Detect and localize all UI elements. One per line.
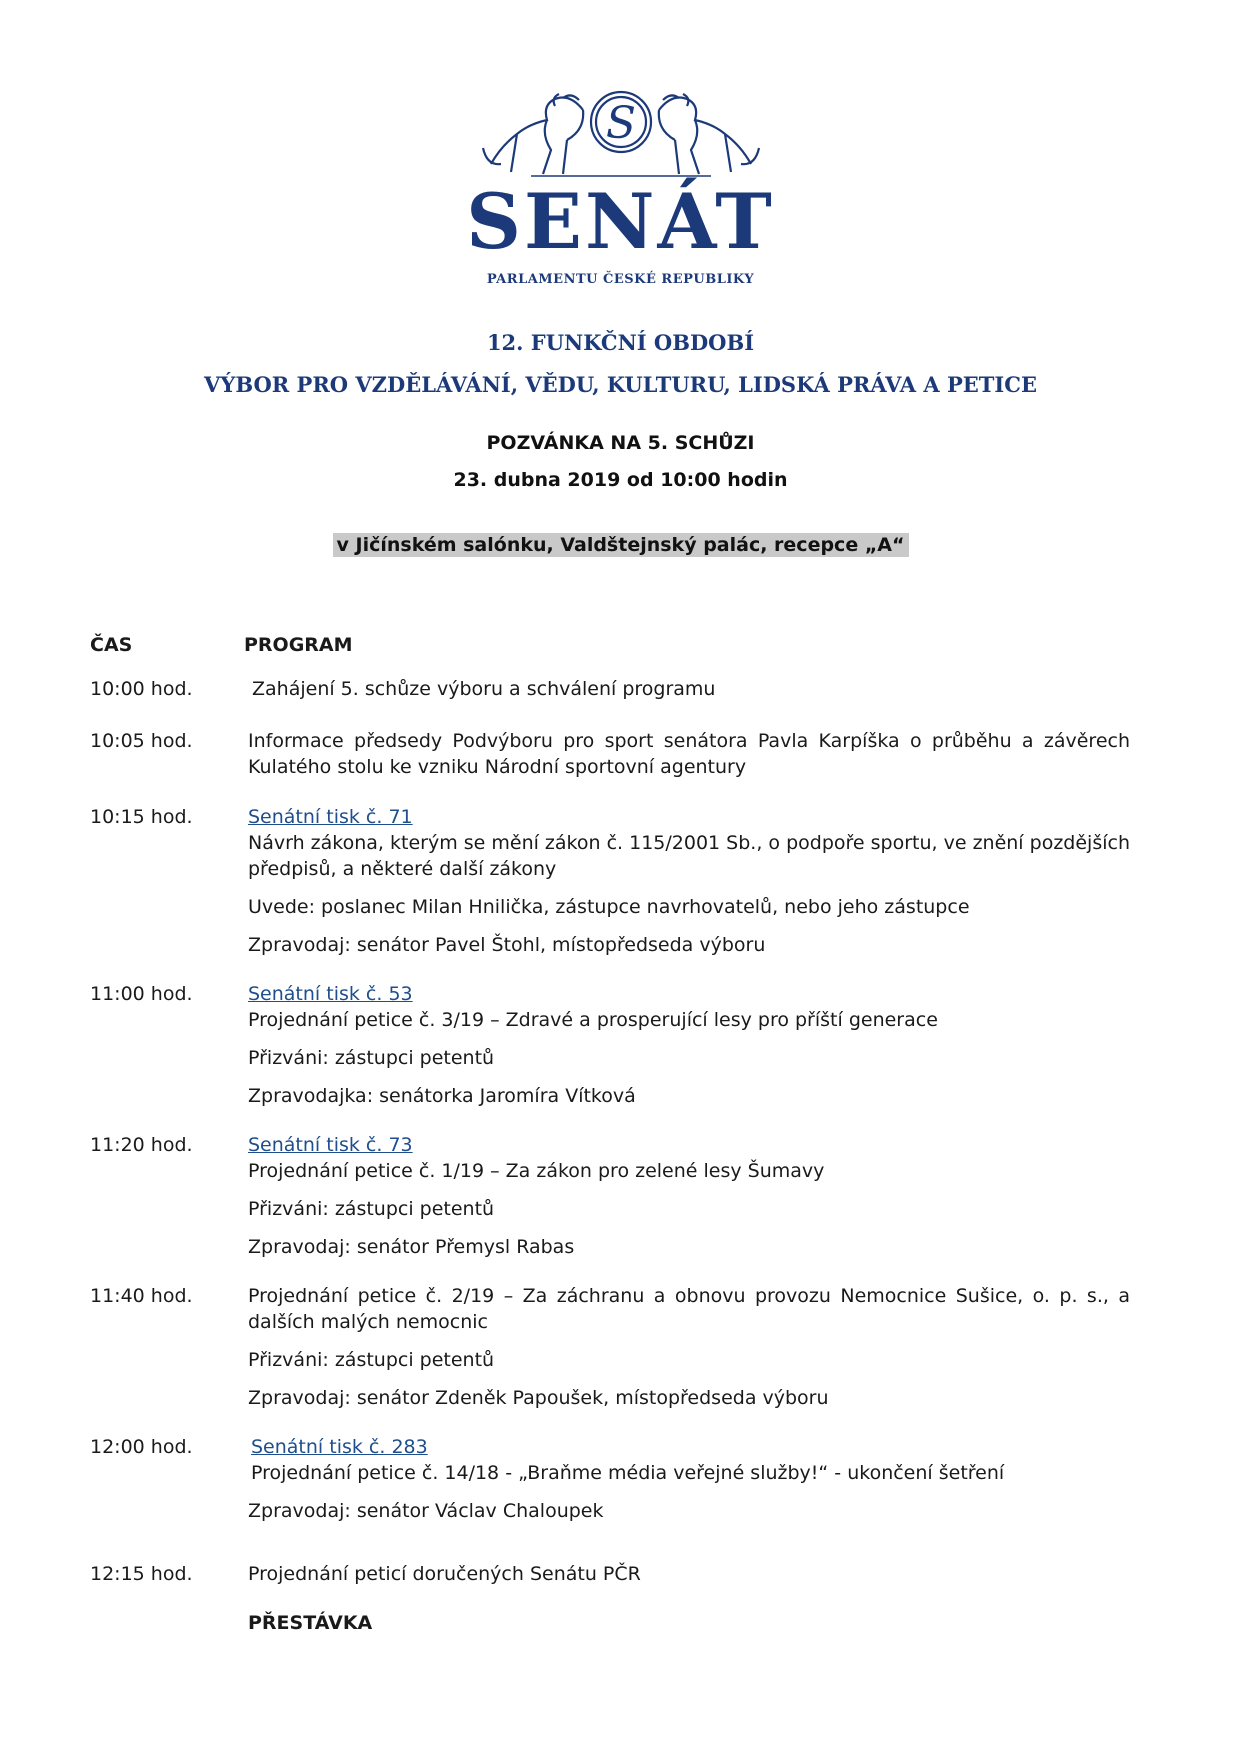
agenda-text: Projednání petice č. 14/18 - „Braňme média veřejné služby!“ - ukončení šetření bbox=[251, 1462, 1005, 1484]
agenda-time: 12:00 hod. bbox=[90, 1436, 193, 1458]
senate-print-link[interactable]: Senátní tisk č. 73 bbox=[248, 1134, 413, 1156]
agenda-rapporteur: Zpravodaj: senátor Pavel Štohl, místopředseda výboru bbox=[248, 934, 766, 956]
agenda-text: Zahájení 5. schůze výboru a schválení programu bbox=[252, 678, 716, 700]
senate-print-link[interactable]: Senátní tisk č. 53 bbox=[248, 983, 413, 1005]
agenda-time: 11:40 hod. bbox=[90, 1285, 193, 1307]
term-heading: 12. FUNKČNÍ OBDOBÍ bbox=[486, 330, 755, 355]
agenda-text: Projednání peticí doručených Senátu PČR bbox=[248, 1563, 641, 1585]
agenda-text: Informace předsedy Podvýboru pro sport senátora Pavla Karpíška o průběhu a závěrech Kulatého stolu ke vzniku Národní sportovní agentury bbox=[248, 730, 1130, 778]
agenda-text: Projednání petice č. 3/19 – Zdravé a prosperující lesy pro příští generace bbox=[248, 1009, 938, 1031]
agenda-rapporteur: Zpravodaj: senátor Václav Chaloupek bbox=[248, 1500, 604, 1522]
agenda-time: 10:00 hod. bbox=[90, 678, 193, 700]
agenda-presenter: Uvede: poslanec Milan Hnilička, zástupce navrhovatelů, nebo jeho zástupce bbox=[248, 896, 970, 918]
agenda-text: Návrh zákona, kterým se mění zákon č. 115/2001 Sb., o podpoře sportu, ve znění pozdějších předpisů, a některé další zákony bbox=[248, 832, 1130, 880]
brand-title: SENÁT bbox=[466, 177, 775, 266]
committee-heading: VÝBOR PRO VZDĚLÁVÁNÍ, VĚDU, KULTURU, LIDSKÁ PRÁVA A PETICE bbox=[204, 372, 1037, 397]
agenda-time: 11:20 hod. bbox=[90, 1134, 193, 1156]
agenda-time: 10:05 hod. bbox=[90, 730, 193, 752]
agenda-text: Projednání petice č. 2/19 – Za záchranu a obnovu provozu Nemocnice Sušice, o. p. s., a dalších malých nemocnic bbox=[248, 1285, 1130, 1333]
agenda-rapporteur: Zpravodajka: senátorka Jaromíra Vítková bbox=[248, 1085, 636, 1107]
agenda-rapporteur: Zpravodaj: senátor Zdeněk Papoušek, místopředseda výboru bbox=[248, 1387, 829, 1409]
break-label: PŘESTÁVKA bbox=[248, 1612, 373, 1634]
meeting-venue: v Jičínském salónku, Valdštejnský palác, recepce „A“ bbox=[333, 533, 909, 557]
agenda-text: Projednání petice č. 1/19 – Za zákon pro zelené lesy Šumavy bbox=[248, 1160, 825, 1182]
agenda-rapporteur: Zpravodaj: senátor Přemysl Rabas bbox=[248, 1236, 575, 1258]
brand-subtitle: PARLAMENTU ČESKÉ REPUBLIKY bbox=[486, 272, 755, 287]
column-header-program: PROGRAM bbox=[244, 634, 353, 656]
agenda-time: 12:15 hod. bbox=[90, 1563, 193, 1585]
column-header-time: ČAS bbox=[90, 634, 133, 656]
svg-text:S: S bbox=[605, 98, 636, 149]
invitation-heading: POZVÁNKA NA 5. SCHŮZI bbox=[486, 432, 755, 454]
senate-print-link[interactable]: Senátní tisk č. 283 bbox=[251, 1436, 428, 1458]
senate-logo bbox=[0, 80, 1241, 287]
senate-print-link[interactable]: Senátní tisk č. 71 bbox=[248, 806, 413, 828]
agenda-time: 10:15 hod. bbox=[90, 806, 193, 828]
agenda-invited: Přizváni: zástupci petentů bbox=[248, 1198, 495, 1220]
agenda-time: 11:00 hod. bbox=[90, 983, 193, 1005]
lions-emblem-icon bbox=[471, 80, 771, 180]
meeting-date: 23. dubna 2019 od 10:00 hodin bbox=[453, 469, 788, 491]
agenda-invited: Přizváni: zástupci petentů bbox=[248, 1349, 495, 1371]
agenda-invited: Přizváni: zástupci petentů bbox=[248, 1047, 495, 1069]
